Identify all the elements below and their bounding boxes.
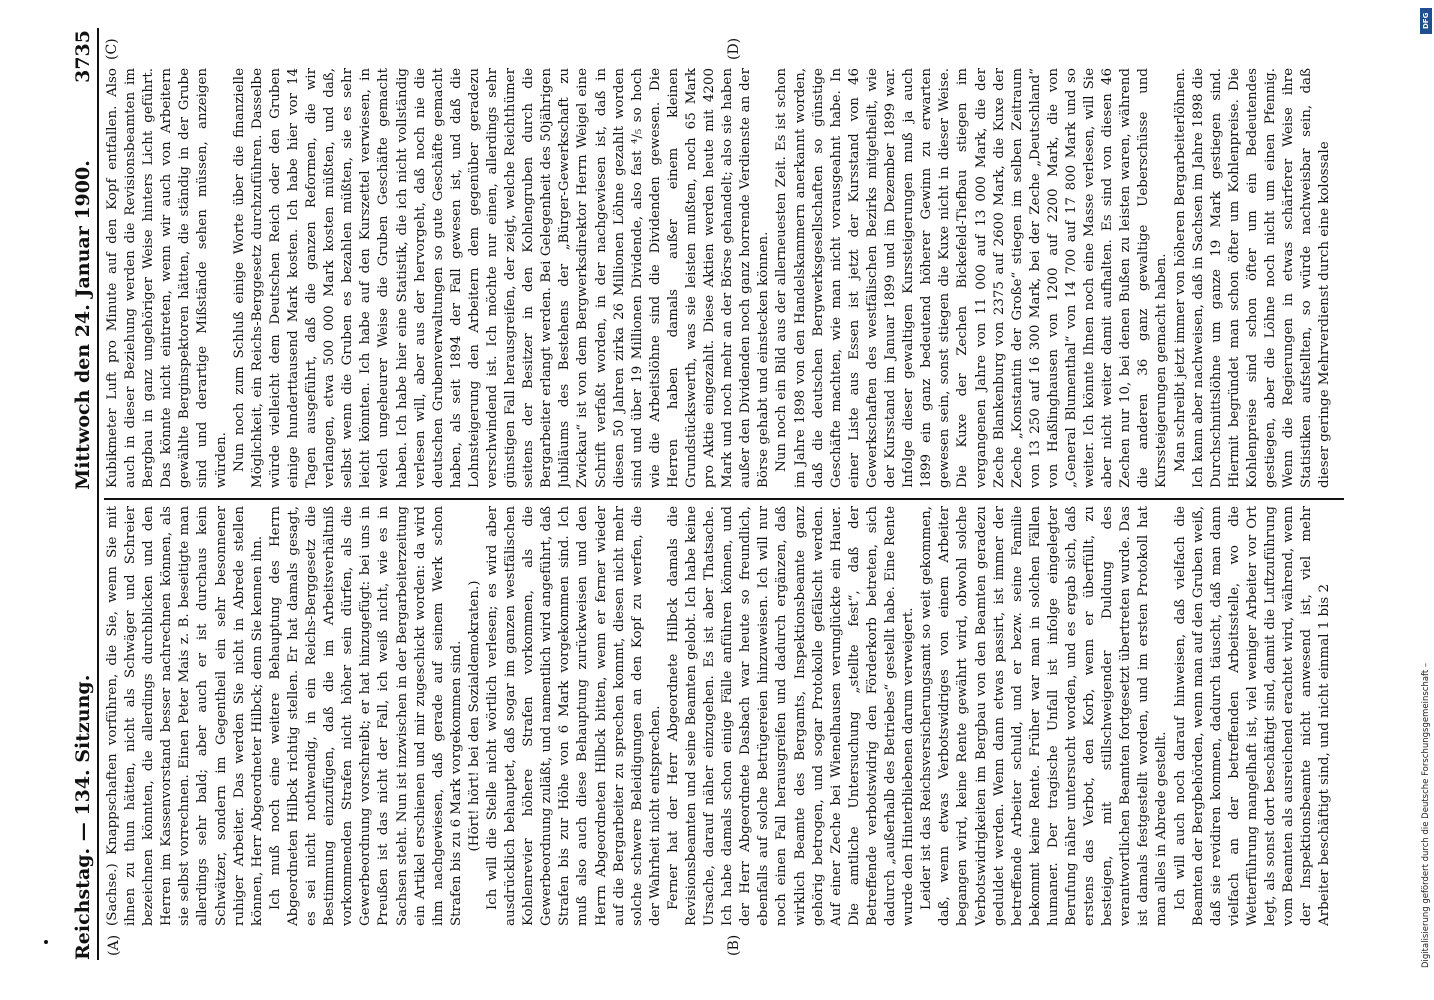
dfg-logo: DFG	[1420, 8, 1432, 34]
paragraph: Nun noch ein Bild aus der allerneuesten Zeit. Es ist schon im Jahre 1898 von den Handelskammern anerkannt worden, daß die deutschen Bergwerksgesellschaften so günstige Geschäfte machten, wie man nicht vorausgeahnt habe. In einer Liste aus Essen ist jetzt der Kursstand von 46 Gewerkschaften des westfälischen Bezirks mitgetheilt, wie der Kursstand im Januar 1899 und im Dezember 1899 war. Infolge dieser gewaltigen Kurssteigerungen muß ja auch 1899 ein ganz bedeutend höherer Gewinn zu erwarten gewesen sein, sonst stiegen die Kuxe nicht in dieser Weise. Die Kuxe der Zechen Bickefeld-Tiefbau stiegen im vergangenen Jahre von 11 000 auf 13 000 Mark, die der Zeche Blankenburg von 2375 auf 2600 Mark, die Kuxe der Zeche „Konstantin der Große“ stiegen im selben Zeitraum von 13 250 auf 16 300 Mark, bei der Zeche „Deutschland“ von Haßlinghausen von 1200 auf 2200 Mark, die von „General Blumenthal“ von 14 700 auf 17 800 Mark und so weiter. Ich könnte Ihnen noch eine Masse verlesen, will Sie aber nicht weiter damit aufhalten. Es sind von diesen 46 Zechen nur 10, bei denen Bußen zu leisten waren, während die anderen 36 ganz gewaltige Ueberschüsse und Kurssteigerungen gemacht haben.	[774, 68, 1170, 488]
page-header	[64, 30, 94, 960]
column-divider	[104, 498, 1344, 500]
paragraph: Kubikmeter Luft pro Minute auf den Kopf entfallen. Also auch in dieser Beziehung werden die Revisionsbeamten im Bergbau in ganz ungehöriger Weise hinters Licht geführt. Das könnte nicht eintreten, wenn wir auch von Arbeitern gewählte Berginspektoren hätten, die ständig in der Grube sind und derartige Mißstände sehen müssen, anzeigen würden.	[105, 68, 229, 488]
paragraph: (Sachse.) Knappschaften vorführen, die Sie, wenn Sie mit ihnen zu thun hätten, nicht als Schwäger und Schreier bezeichnen könnten, die allerdings durchblicken und den Herren im Kassenvorstand besser nachrechnen können, als sie selbst vorrechnen. Einen Peter Mais z. B. beseitigte man allerdings sehr bald; aber auch er ist durchaus kein Schwätzer, sondern im Gegentheil ein sehr besonnener ruhiger Arbeiter. Das werden Sie nicht in Abrede stellen können, Herr Abgeordneter Hilbck; denn Sie kennen ihn.	[105, 506, 265, 926]
paragraph: Ich will auch noch darauf hinweisen, daß vielfach die Beamten der Bergbehörden, wenn man auf den Gruben weiß, daß sie revidiren kommen, dadurch täuscht, daß man dann vielfach an der betreffenden Arbeitsstelle, wo die Wetterführung mangelhaft ist, viel weniger Arbeiter vor Ort legt, als sonst dort beschäftigt sind, damit die Luftzuführung vom Beamten als ausreichend erachtet wird, während, wenn der Inspektionsbeamte nicht anwesend ist, viel mehr Arbeiter beschäftigt sind, und nicht einmal 1 bis 2	[1172, 506, 1333, 926]
paragraph: Ferner hat der Herr Abgeordnete Hilbck damals die Revisionsbeamten und seine Beamten gelobt. Ich habe keine Ursache, darauf näher einzugehen. Es ist aber Thatsache. Ich habe damals schon einige Fälle anführen können, und der Herr Abgeordnete Dasbach war heute so freundlich, ebenfalls auf solche Betrügereien hinzuweisen. Ich will nur noch einen Fall herausgreifen und dadurch ergänzen, daß wirklich Beamte des Bergamts, Inspektionsbeamte ganz gehörig betrogen, und sogar Protokolle gefälscht werden. Auf einer Zeche bei Wienelhausen verunglückte ein Hauer. Die amtliche Untersuchung „stellte fest“, daß der Betreffende verbotswidrig den Förderkorb betreten, sich dadurch „außerhalb des Betriebes“ gestellt habe. Eine Rente wurde den Hinterbliebenen darum verweigert.	[665, 506, 917, 926]
header-left: Reichstag. — 134. Sitzung.	[72, 674, 94, 960]
header-date: Mittwoch den 24. Januar 1900.	[72, 160, 94, 490]
page-number: 3735	[72, 30, 94, 83]
margin-marker-d: (D)	[726, 37, 742, 60]
left-column	[104, 506, 1354, 926]
speck	[44, 940, 48, 944]
interjection: (Hört! hört! bei den Sozialdemokraten.)	[466, 580, 482, 852]
header-rule	[97, 28, 99, 960]
paragraph: Nun noch zum Schluß einige Worte über die finanzielle Möglichkeit, ein Reichs-Berggesetz durchzuführen. Dasselbe würde vielleicht dem Deutschen Reich oder den Gruben einige hunderttausend Mark kosten. Ich habe hier vor 14 Tagen ausgeführt, daß die ganzen Reformen, die wir verlangen, etwa 500 000 Mark kosten müßten, und daß, selbst wenn die Gruben es bezahlen müßten, sie es sehr leicht könnten. Ich habe auf den Kurszettel verwiesen, in welch ungeheurer Weise die Gruben Geschäfte gemacht haben. Ich habe hier eine Statistik, die ich nicht vollständig verlesen will, aber aus der hervorgeht, daß noch nie die deutschen Grubenverwaltungen so gute Geschäfte gemacht haben, als seit 1894 der Fall gewesen ist, und daß die Lohnsteigerung den Arbeitern dem gegenüber geradezu verschwindend ist. Ich möchte nur einen, allerdings sehr günstigen Fall herausgreifen, der zeigt, welche Reichthümer seitens der Besitzer in den Kohlengruben durch die Bergarbeiter erlangt werden. Bei Gelegenheit des 50jährigen Jubiläums des Bestehens der „Bürger-Gewerkschaft zu Zwickau“ ist von dem Bergwerksdirektor Herrn Weigel eine Schrift verfaßt worden, in der nachgewiesen ist, daß in diesen 50 Jahren zirka 26 Millionen Löhne gezahlt worden sind und über 19 Millionen Dividende, also fast ⁴/₅ so hoch wie die Arbeitslöhne sind die Dividenden gewesen. Die Herren haben damals außer einem kleinen Grundstückswerth, was sie leisten mußten, noch 65 Mark pro Aktie eingezahlt. Diese Aktien werden heute mit 4200 Mark und noch mehr an der Börse gehandelt; also sie haben außer den Dividenden noch ganz horrende Verdienste an der Börse gehabt und einstecken können.	[231, 68, 772, 488]
digitization-credit: Digitalisierung gefördert durch die Deutsche Forschungsgemeinschaft –	[1421, 662, 1431, 968]
paragraph: Man schreibt jetzt immer von höheren Bergarbeiterlöhnen. Ich kann aber nachweisen, daß in Sachsen im Jahre 1898 die Durchschnittslöhne um ganze 19 Mark gestiegen sind. Hiermit begründet man schon öfter um Kohlenpreise. Die Kohlenpreise sind schon öfter um ein Bedeutendes gestiegen, aber die Löhne noch nicht um einen Pfennig. Wenn die Regierungen in etwas schärferer Weise ihre Statistiken aufstellten, so würde nachweisbar sein, daß dieser geringe Mehrverdienst durch eine kolossale	[1172, 68, 1333, 488]
paragraph: Ich muß noch eine weitere Behauptung des Herrn Abgeordneten Hilbck richtig stellen. Er hat damals gesagt, es sei nicht nothwendig, in ein Reichs-Berggesetz die Bestimmung einzufügen, daß die im Arbeitsverhältniß vorkommenden Strafen nicht höher sein dürfen, als die Gewerbeordnung vorschreibt; er hat hinzugefügt: bei uns in Preußen ist das nicht der Fall, ich weiß nicht, wie es in Sachsen steht. Nun ist inzwischen in der Bergarbeiterzeitung ein Artikel erschienen und mir zugeschickt worden: da wird ihm nachgewiesen, daß gerade auf seinem Werk schon Strafen bis zu 6 Mark vorgekommen sind.	[267, 506, 464, 926]
margin-marker-b: (B)	[726, 934, 742, 956]
right-column	[104, 68, 1354, 488]
margin-marker-a: (A)	[106, 934, 122, 956]
paragraph: Leider ist das Reichsversicherungsamt so weit gekommen, daß, wenn etwas Verbotswidriges von einem Arbeiter begangen wird, keine Rente gewährt wird, obwohl solche Verbotswidrigkeiten im Bergbau von den Beamten geradezu geduldet werden. Wenn dann etwas passirt, ist immer der betreffende Arbeiter schuld, und er bezw. seine Familie bekommt keine Rente. Früher war man in solchen Fällen humaner. Der tragische Unfall ist infolge eingelegter Berufung näher untersucht worden, und es ergab sich, daß erstens das Verbot, den Korb, wenn er überfüllt, zu besteigen, mit stillschweigender Duldung des verantwortlichen Beamten fortgesetzt übertreten wurde. Das ist damals festgestellt worden, und im ersten Protokoll hat man alles in Abrede gestellt.	[919, 506, 1170, 926]
margin-marker-c: (C)	[104, 38, 120, 60]
paragraph: Ich will die Stelle nicht wörtlich verlesen; es wird aber ausdrücklich behauptet, daß sogar im ganzen westfälischen Kohlenrevier höhere Strafen vorkommen, als die Gewerbeordnung zuläßt, und namentlich wird angeführt, daß Strafen bis zur Höhe von 6 Mark vorgekommen sind. Ich muß also auch diese Behauptung zurückweisen und den Herrn Abgeordneten Hilbck bitten, wenn er ferner wieder auf die Bergarbeiter zu sprechen kommt, diesen nicht mehr solche schwere Beleidigungen an den Kopf zu werfen, die der Wahrheit nicht entsprechen.	[484, 506, 663, 926]
